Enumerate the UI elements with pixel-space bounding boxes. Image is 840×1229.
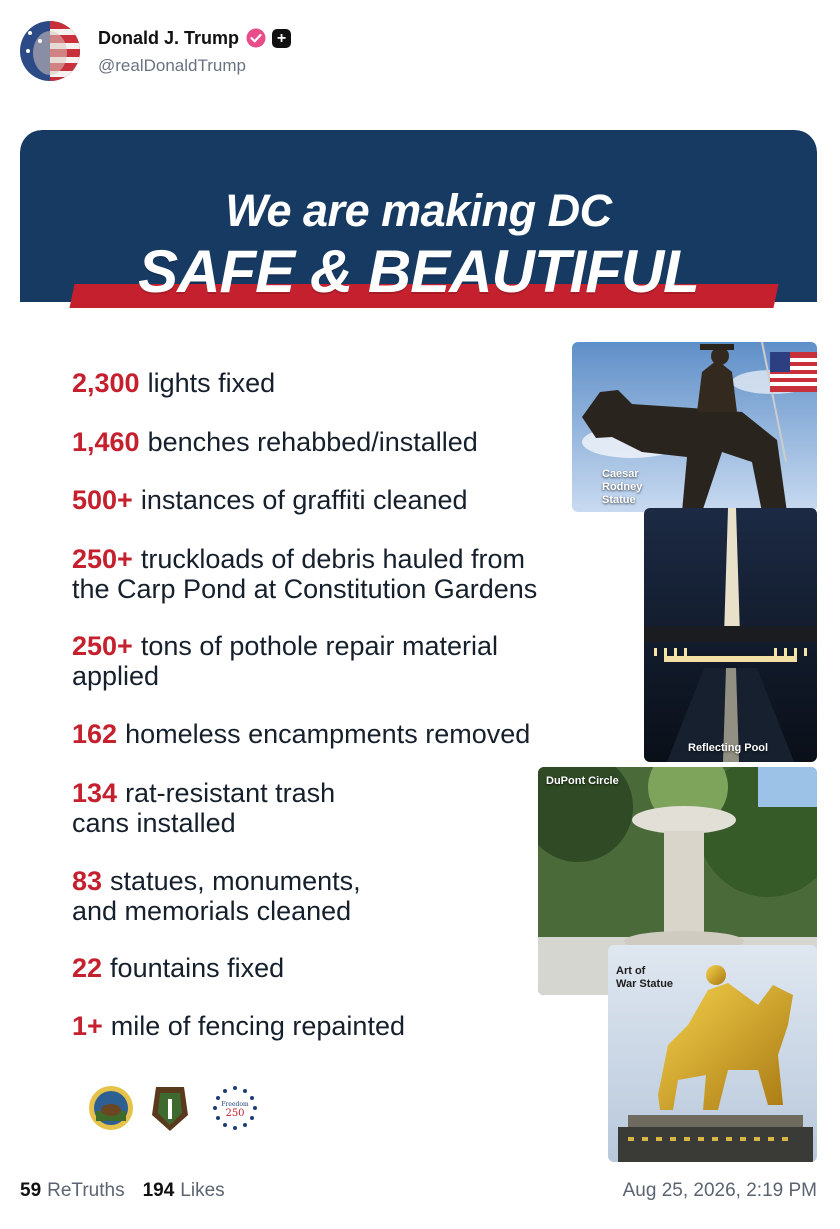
stat-item: 2,300 lights fixed <box>72 368 276 398</box>
caesar-rodney-caption: Caesar Rodney Statue <box>602 468 643 506</box>
reflecting-pool-caption: Reflecting Pool <box>688 742 769 754</box>
likes-label[interactable]: Likes <box>180 1180 225 1201</box>
art-of-war-caption: Art of War Statue <box>616 965 674 990</box>
agency-logos <box>88 1085 274 1133</box>
graphic-title: SAFE & BEAUTIFUL <box>138 238 699 305</box>
retruths-count[interactable]: 59 <box>20 1180 42 1201</box>
nps-arrowhead-icon <box>150 1085 196 1133</box>
post-timestamp[interactable]: Aug 25, 2026, 2:19 PM <box>622 1180 817 1201</box>
avatar[interactable] <box>20 21 80 81</box>
verified-badge-icon <box>246 28 266 48</box>
retruths-label[interactable]: ReTruths <box>47 1180 125 1201</box>
freedom-250-logo-icon <box>212 1085 258 1133</box>
art-of-war-photo <box>608 945 817 1162</box>
stat-item: 1+ mile of fencing repainted <box>72 1011 405 1041</box>
post-header <box>20 20 291 82</box>
stat-item: 250+ tons of pothole repair material applied <box>72 631 499 691</box>
stat-item: 83 statues, monuments, and memorials cleaned <box>72 866 361 926</box>
stat-item: 162 homeless encampments removed <box>72 719 531 749</box>
user-handle[interactable]: @realDonaldTrump <box>98 56 246 75</box>
interior-seal-icon <box>88 1085 134 1133</box>
plus-badge-icon: + <box>272 29 291 48</box>
stat-item: 250+ truckloads of debris hauled from the Carp Pond at Constitution Gardens <box>72 544 538 604</box>
stat-item: 22 fountains fixed <box>72 953 285 983</box>
reflecting-pool-photo <box>644 508 817 762</box>
stat-item: 134 rat-resistant trash cans installed <box>72 778 336 838</box>
display-name[interactable]: Donald J. Trump <box>98 27 240 48</box>
graphic-headline: We are making DC <box>225 185 612 236</box>
post-footer <box>20 1178 817 1204</box>
stat-item: 1,460 benches rehabbed/installed <box>72 427 478 457</box>
caesar-rodney-photo <box>572 342 817 512</box>
dupont-circle-caption: DuPont Circle <box>546 775 619 787</box>
post-image[interactable] <box>20 130 817 1162</box>
likes-count[interactable]: 194 <box>142 1180 175 1201</box>
stat-item: 500+ instances of graffiti cleaned <box>72 485 468 515</box>
svg-text:Freedom: Freedom <box>221 1101 249 1108</box>
svg-text:250: 250 <box>225 1108 245 1119</box>
